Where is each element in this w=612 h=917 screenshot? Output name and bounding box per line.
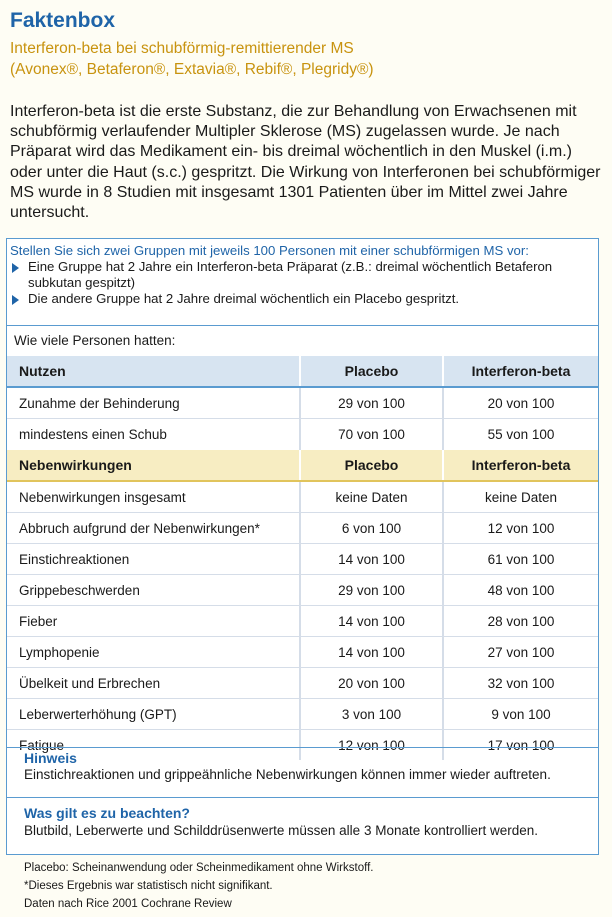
row-label: Lymphopenie [7, 637, 300, 668]
placebo-value: Placebo [300, 356, 443, 388]
placebo-value: 6 von 100 [300, 513, 443, 544]
row-label: Leberwerterhöhung (GPT) [7, 699, 300, 730]
row-label: Abbruch aufgrund der Nebenwirkungen* [7, 513, 300, 544]
scenario-bullet-text: Eine Gruppe hat 2 Jahre ein Interferon-beta Präparat (z.B.: dreimal wöchentlich Betaferon subkutan gespitzt) [28, 259, 553, 290]
consider-title: Was gilt es zu beachten? [24, 805, 190, 821]
subtitle-line-2: (Avonex®, Betaferon®, Extavia®, Rebif®, Plegridy®) [10, 61, 374, 78]
placebo-value: 20 von 100 [300, 668, 443, 699]
footnote: *Dieses Ergebnis war statistisch nicht signifikant. [24, 880, 273, 892]
row-label: Fieber [7, 606, 300, 637]
table-row [7, 730, 598, 761]
divider [7, 797, 598, 798]
row-label: Nebenwirkungen [7, 450, 300, 482]
divider [7, 325, 598, 326]
placebo-value: 29 von 100 [300, 387, 443, 419]
note-title: Hinweis [24, 750, 77, 766]
interferon-value: 20 von 100 [443, 387, 598, 419]
row-label: Einstichreaktionen [7, 544, 300, 575]
interferon-value: keine Daten [443, 481, 598, 513]
consider-text: Blutbild, Leberwerte und Schilddrüsenwerte müssen alle 3 Monate kontrolliert werden. [24, 823, 539, 838]
row-label: Grippebeschwerden [7, 575, 300, 606]
scenario-bullet [10, 259, 595, 291]
interferon-value: 28 von 100 [443, 606, 598, 637]
table-row [7, 419, 598, 450]
table-row [7, 606, 598, 637]
scenario-lead: Stellen Sie sich zwei Gruppen mit jeweils 100 Personen mit einer schubförmigen MS vor: [10, 243, 529, 258]
interferon-value: Interferon-beta [443, 450, 598, 482]
table-row [7, 699, 598, 730]
table-question: Wie viele Personen hatten: [14, 333, 176, 348]
fact-table [7, 355, 598, 760]
table-row [7, 575, 598, 606]
interferon-value: 9 von 100 [443, 699, 598, 730]
row-label: mindestens einen Schub [7, 419, 300, 450]
table-row [7, 668, 598, 699]
placebo-value: 14 von 100 [300, 544, 443, 575]
interferon-value: 55 von 100 [443, 419, 598, 450]
table-row [7, 387, 598, 419]
intro-paragraph: Interferon-beta ist die erste Substanz, die zur Behandlung von Erwachsenen mit schubförmig verlaufender Multipler Sklerose (MS) zugelassen wurde. Je nach Präparat wird das Medikament ein- bis dreimal wöchentlich in den Muskel (i.m.) oder unter die Haut (s.c.) gespritzt. Die Wirkung von Interferonen bei schubförmiger MS wurde in 8 Studien mit insgesamt 1301 Patienten über im Mittel zwei Jahre untersucht. [10, 103, 601, 222]
table-row [7, 544, 598, 575]
triangle-bullet-icon [12, 263, 19, 273]
row-label: Nebenwirkungen insgesamt [7, 481, 300, 513]
placebo-value: 70 von 100 [300, 419, 443, 450]
table-row [7, 481, 598, 513]
table-row [7, 637, 598, 668]
scenario [10, 243, 595, 307]
interferon-value: 32 von 100 [443, 668, 598, 699]
interferon-value: 48 von 100 [443, 575, 598, 606]
scenario-bullet [10, 291, 595, 307]
note-text: Einstichreaktionen und grippeähnliche Nebenwirkungen können immer wieder auftreten. [24, 767, 551, 782]
side-effects-header-row [7, 450, 598, 482]
divider [7, 747, 598, 748]
triangle-bullet-icon [12, 295, 19, 305]
interferon-value: 27 von 100 [443, 637, 598, 668]
placebo-value: 29 von 100 [300, 575, 443, 606]
subtitle-line-1: Interferon-beta bei schubförmig-remittierender MS [10, 40, 354, 57]
page-title: Faktenbox [10, 9, 116, 32]
row-label: Fatigue [7, 730, 300, 761]
placebo-value: keine Daten [300, 481, 443, 513]
interferon-value: Interferon-beta [443, 356, 598, 388]
placebo-value: 14 von 100 [300, 606, 443, 637]
footnote: Daten nach Rice 2001 Cochrane Review [24, 898, 232, 910]
placebo-value: 14 von 100 [300, 637, 443, 668]
subtitle [10, 38, 374, 80]
row-label: Zunahme der Behinderung [7, 387, 300, 419]
interferon-value: 17 von 100 [443, 730, 598, 761]
footnote: Placebo: Scheinanwendung oder Scheinmedikament ohne Wirkstoff. [24, 862, 374, 874]
benefits-header-row [7, 356, 598, 388]
row-label: Nutzen [7, 356, 300, 388]
scenario-bullet-text: Die andere Gruppe hat 2 Jahre dreimal wöchentlich ein Placebo gespritzt. [28, 291, 460, 306]
interferon-value: 12 von 100 [443, 513, 598, 544]
placebo-value: 12 von 100 [300, 730, 443, 761]
table-row [7, 513, 598, 544]
placebo-value: 3 von 100 [300, 699, 443, 730]
placebo-value: Placebo [300, 450, 443, 482]
interferon-value: 61 von 100 [443, 544, 598, 575]
row-label: Übelkeit und Erbrechen [7, 668, 300, 699]
